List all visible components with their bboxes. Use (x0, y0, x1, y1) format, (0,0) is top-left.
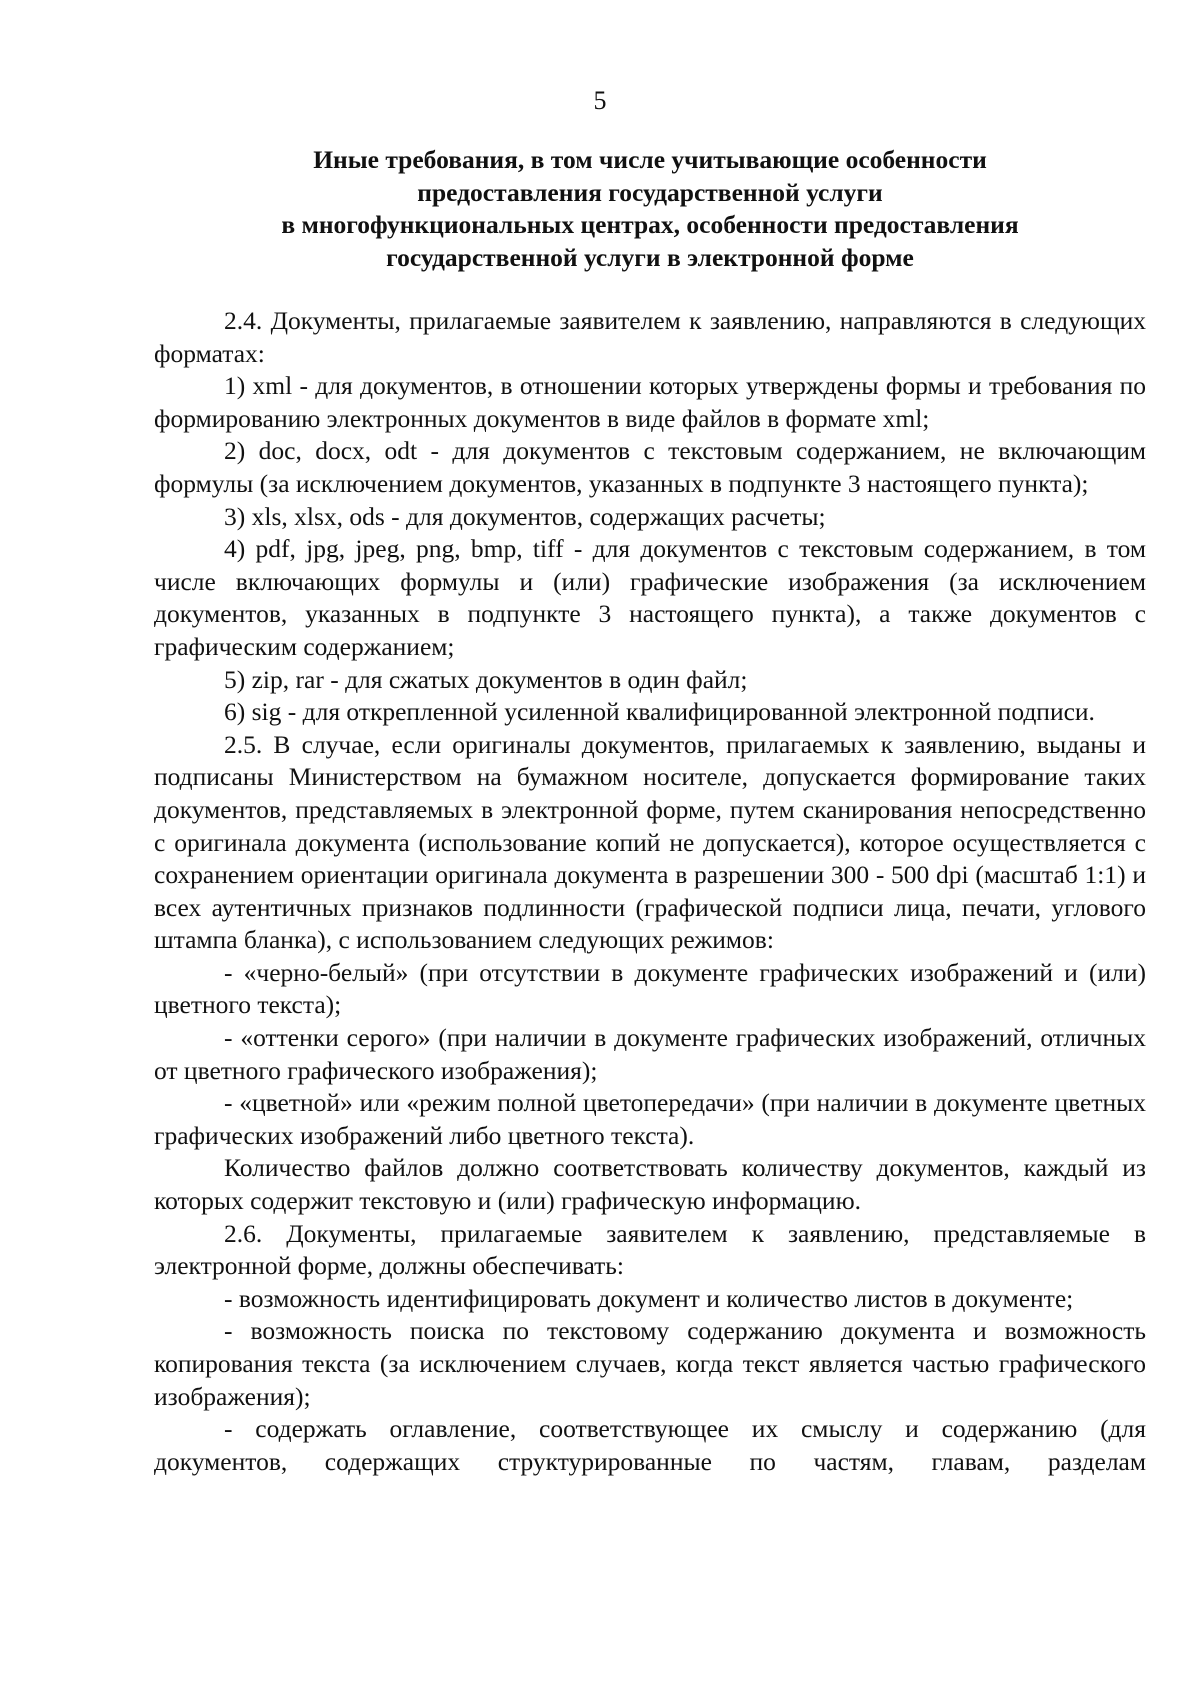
mode-black-white: - «черно-белый» (при отсутствии в документе графических изображений и (или) цветного текста); (154, 957, 1146, 1020)
list-item-sig: 6) sig - для открепленной усиленной квалифицированной электронной подписи. (224, 697, 1095, 727)
list-item-zip: 5) zip, rar - для сжатых документов в один файл; (224, 664, 748, 694)
page-number: 5 (593, 86, 607, 115)
list-item-doc: 2) doc, docx, odt - для документов с текстовым содержанием, не включающим формулы (за исключением документов, указанных в подпункте 3 настоящего пункта); (154, 436, 1146, 498)
heading-line-2: предоставления государственной услуги (417, 177, 883, 207)
list-item-xml: 1) xml - для документов, в отношении которых утверждены формы и требования по формированию электронных документов в виде файлов в формате xml; (154, 371, 1146, 433)
document-body (154, 305, 1146, 1478)
paragraph-2-4: 2.4. Документы, прилагаемые заявителем к заявлению, направляются в следующих форматах: (154, 306, 1146, 368)
heading-line-4: государственной услуги в электронной форме (386, 242, 914, 272)
requirement-contents: - содержать оглавление, соответствующее их смыслу и содержанию (для документов, содержащих структурированные по частям, главам, разделам (154, 1414, 1146, 1476)
paragraph-file-count: Количество файлов должно соответствовать количеству документов, каждый из которых содержит текстовую и (или) графическую информацию. (154, 1153, 1146, 1216)
heading-line-3: в многофункциональных центрах, особенности предоставления (281, 210, 1019, 239)
paragraph-2-6: 2.6. Документы, прилагаемые заявителем к заявлению, представляемые в электронной форме, должны обеспечивать: (154, 1218, 1146, 1281)
mode-color: - «цветной» или «режим полной цветопередачи» (при наличии в документе цветных графических изображений либо цветного текста). (154, 1088, 1146, 1150)
requirement-search: - возможность поиска по текстовому содержанию документа и возможность копирования текста (за исключением случаев, когда текст является частью графического изображения); (154, 1316, 1146, 1411)
heading-line-1: Иные требования, в том числе учитывающие особенности (313, 145, 987, 174)
mode-grayscale: - «оттенки серого» (при наличии в документе графических изображений, отличных от цветного графического изображения); (154, 1023, 1146, 1085)
list-item-xls: 3) xls, xlsx, ods - для документов, содержащих расчеты; (224, 501, 826, 531)
section-heading (160, 144, 1140, 274)
list-item-pdf: 4) pdf, jpg, jpeg, png, bmp, tiff - для документов с текстовым содержанием, в том числе включающих формулы и (или) графические изображения (за исключением документов, указанных в подпункте 3 настоящего пункта), а также документов с графическим содержанием; (154, 534, 1146, 661)
requirement-identify: - возможность идентифицировать документ и количество листов в документе; (224, 1283, 1074, 1313)
paragraph-2-5: 2.5. В случае, если оригиналы документов, прилагаемых к заявлению, выданы и подписаны Министерством на бумажном носителе, допускается формирование таких документов, представляемых в электронной форме, путем сканирования непосредственно с оригинала документа (использование копий не допускается), которое осуществляется с сохранением ориентации оригинала документа в разрешении 300 - 500 dpi (масштаб 1:1) и всех аутентичных признаков подлинности (графической подписи лица, печати, углового штампа бланка), с использованием следующих режимов: (154, 729, 1146, 955)
